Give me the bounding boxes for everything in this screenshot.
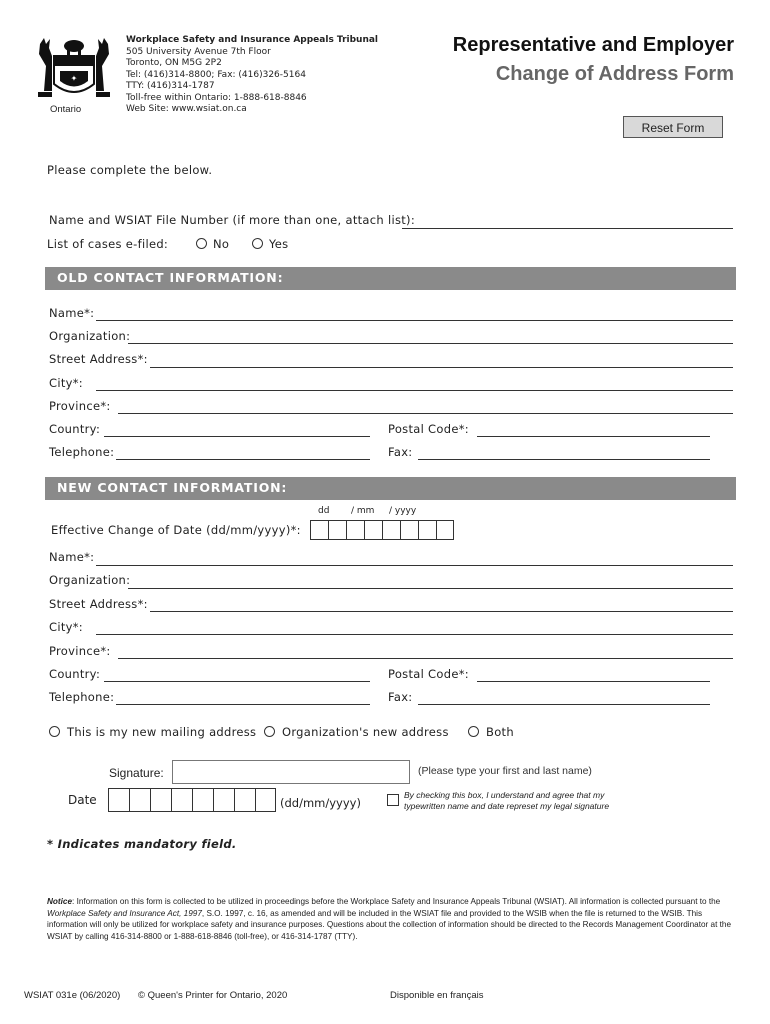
org-address-line2: Toronto, ON M5G 2P2: [126, 58, 222, 68]
old-fax-field[interactable]: [418, 459, 710, 460]
mandatory-note: * Indicates mandatory field.: [47, 837, 237, 851]
notice-text-b: , S.O. 1997, c. 16, as amended and will be included in the WSIAT file and provided to the WSIB when the file is returned to the WSIB. This information will only be utilized for workplace safety and insurance purposes. Questions about the collection of information should be directed to the Records Management Coordinator at the WSIAT by calling 416-314-8800 or 1-888-618-8846 (toll-free), or 416-314-1787 (TTY).: [47, 908, 732, 941]
signature-input[interactable]: [172, 760, 410, 784]
logo-caption: Ontario: [50, 104, 82, 115]
new-country-label: Country:: [49, 667, 101, 681]
file-number-label: Name and WSIAT File Number (if more than one, attach list):: [49, 213, 416, 227]
consent-checkbox[interactable]: [387, 794, 399, 806]
efiled-no-label: No: [213, 237, 230, 251]
efiled-no-radio[interactable]: [196, 238, 207, 249]
new-province-field[interactable]: [118, 658, 733, 659]
old-name-label: Name*:: [49, 306, 95, 320]
new-fax-field[interactable]: [418, 704, 710, 705]
notice-act: Workplace Safety and Insurance Act, 1997: [47, 908, 202, 918]
date-digit-box[interactable]: [418, 520, 436, 540]
mailing-address-radio[interactable]: [49, 726, 60, 737]
old-organization-field[interactable]: [128, 343, 733, 344]
signature-hint: (Please type your first and last name): [418, 765, 592, 777]
notice-text-a: : Information on this form is collected to be utilized in proceedings before the Workplace Safety and Insurance Appeals Tribunal (WSIAT). All information is collected pursuant to the: [72, 897, 721, 906]
new-postal-field[interactable]: [477, 681, 710, 682]
new-contact-title: NEW CONTACT INFORMATION:: [57, 480, 288, 495]
old-name-field[interactable]: [96, 320, 733, 321]
old-fax-label: Fax:: [388, 445, 413, 459]
new-postal-label: Postal Code*:: [388, 667, 469, 681]
new-street-label: Street Address*:: [49, 597, 148, 611]
old-city-label: City*:: [49, 376, 83, 390]
org-tty: TTY: (416)314-1787: [126, 81, 215, 91]
form-title: Representative and Employer: [452, 34, 734, 56]
new-contact-section-header: [45, 477, 736, 500]
signature-label: Signature:: [109, 766, 164, 780]
old-country-field[interactable]: [104, 436, 370, 437]
signature-date-label: Date: [68, 793, 97, 807]
effective-date-label: Effective Change of Date (dd/mm/yyyy)*:: [51, 523, 301, 537]
new-city-label: City*:: [49, 620, 83, 634]
privacy-notice: [47, 896, 735, 942]
new-street-field[interactable]: [150, 611, 733, 612]
date-digit-box[interactable]: [382, 520, 400, 540]
both-address-label: Both: [486, 725, 514, 739]
signature-date-digit-box[interactable]: [150, 788, 171, 812]
date-digit-box[interactable]: [346, 520, 364, 540]
signature-date-digit-box[interactable]: [171, 788, 192, 812]
form-subtitle: Change of Address Form: [495, 63, 734, 85]
date-caption-yyyy: / yyyy: [389, 506, 417, 516]
old-telephone-field[interactable]: [116, 459, 370, 460]
old-city-field[interactable]: [96, 390, 733, 391]
effective-date-boxes[interactable]: [310, 520, 454, 540]
new-name-field[interactable]: [96, 565, 733, 566]
date-digit-box[interactable]: [364, 520, 382, 540]
new-organization-label: Organization:: [49, 573, 131, 587]
efiled-yes-label: Yes: [269, 237, 289, 251]
old-postal-label: Postal Code*:: [388, 422, 469, 436]
notice-heading: Notice: [47, 897, 73, 906]
efiled-yes-radio[interactable]: [252, 238, 263, 249]
consent-line1: By checking this box, I understand and agree that my: [404, 790, 605, 800]
new-telephone-label: Telephone:: [49, 690, 115, 704]
intro-text: Please complete the below.: [47, 163, 213, 177]
date-digit-box[interactable]: [400, 520, 418, 540]
old-street-label: Street Address*:: [49, 352, 148, 366]
org-telephone-fax: Tel: (416)314-8800; Fax: (416)326-5164: [126, 69, 306, 80]
old-organization-label: Organization:: [49, 329, 131, 343]
signature-date-digit-box[interactable]: [255, 788, 276, 812]
old-street-field[interactable]: [150, 367, 733, 368]
old-province-label: Province*:: [49, 399, 111, 413]
old-postal-field[interactable]: [477, 436, 710, 437]
french-availability: Disponible en français: [390, 990, 484, 1001]
date-digit-box[interactable]: [436, 520, 454, 540]
date-caption-dd: dd: [318, 506, 330, 516]
new-country-field[interactable]: [104, 681, 370, 682]
signature-date-format: (dd/mm/yyyy): [280, 796, 361, 810]
old-contact-section-header: [45, 267, 736, 290]
date-digit-box[interactable]: [310, 520, 328, 540]
signature-date-digit-box[interactable]: [213, 788, 234, 812]
new-name-label: Name*:: [49, 550, 95, 564]
organization-address-radio[interactable]: [264, 726, 275, 737]
mailing-address-label: This is my new mailing address: [67, 725, 257, 739]
date-digit-box[interactable]: [328, 520, 346, 540]
consent-line2: typewritten name and date represet my legal signature: [404, 801, 610, 811]
org-name: Workplace Safety and Insurance Appeals Tribunal: [126, 35, 379, 45]
organization-address-label: Organization's new address: [282, 725, 449, 739]
form-id: WSIAT 031e (06/2020): [24, 990, 121, 1001]
new-fax-label: Fax:: [388, 690, 413, 704]
efiled-label: List of cases e-filed:: [47, 237, 169, 251]
new-telephone-field[interactable]: [116, 704, 370, 705]
ontario-coat-of-arms-logo: [34, 36, 114, 114]
organization-address-block: [126, 35, 378, 116]
signature-date-boxes[interactable]: [108, 788, 276, 812]
signature-date-digit-box[interactable]: [192, 788, 213, 812]
new-organization-field[interactable]: [128, 588, 733, 589]
signature-date-digit-box[interactable]: [234, 788, 255, 812]
old-contact-title: OLD CONTACT INFORMATION:: [57, 270, 284, 285]
org-address-line1: 505 University Avenue 7th Floor: [126, 46, 271, 57]
reset-form-button[interactable]: Reset Form: [623, 116, 723, 138]
signature-date-digit-box[interactable]: [129, 788, 150, 812]
old-country-label: Country:: [49, 422, 101, 436]
new-province-label: Province*:: [49, 644, 111, 658]
file-number-field[interactable]: [402, 228, 733, 229]
copyright: © Queen's Printer for Ontario, 2020: [138, 990, 288, 1001]
signature-date-digit-box[interactable]: [108, 788, 129, 812]
old-province-field[interactable]: [118, 413, 733, 414]
consent-text: [404, 790, 609, 812]
old-telephone-label: Telephone:: [49, 445, 115, 459]
org-tollfree: Toll-free within Ontario: 1-888-618-8846: [126, 92, 307, 103]
svg-text:✦: ✦: [70, 74, 78, 83]
org-website: Web Site: www.wsiat.on.ca: [126, 104, 247, 114]
date-caption-mm: / mm: [351, 506, 375, 516]
both-address-radio[interactable]: [468, 726, 479, 737]
new-city-field[interactable]: [96, 634, 733, 635]
